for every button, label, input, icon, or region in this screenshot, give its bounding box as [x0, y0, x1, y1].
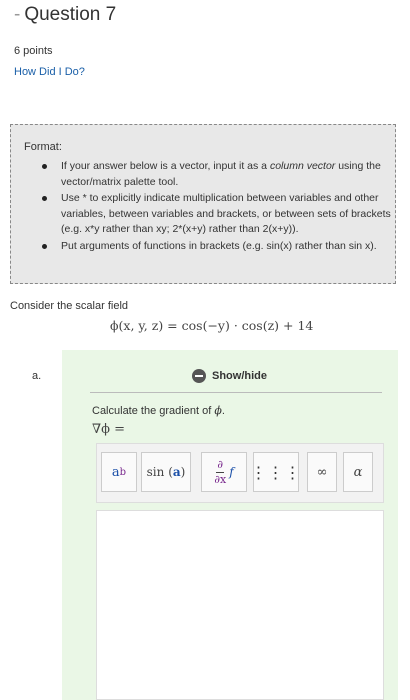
format-item — [33, 239, 391, 255]
question-header — [14, 4, 116, 26]
format-title: Format: — [24, 141, 62, 153]
bullet-icon — [42, 164, 47, 169]
format-item-text: using the vector/matrix palette tool. — [61, 160, 381, 188]
power-base: a — [111, 464, 120, 480]
derivative-function: f — [229, 465, 234, 479]
sin-label: sin — [146, 465, 165, 479]
points-label: 6 points — [14, 45, 53, 57]
how-did-i-do-link[interactable]: How Did I Do? — [14, 66, 85, 78]
infinity-icon: ∞ — [316, 464, 328, 480]
show-hide-label[interactable]: Show/hide — [212, 370, 267, 382]
sin-close: ) — [180, 465, 186, 479]
problem-intro: Consider the scalar field — [10, 300, 129, 312]
derivative-fraction — [214, 458, 226, 487]
scalar-field-formula: ϕ(x, y, z) = cos(−y) · cos(z) + 14 — [110, 318, 314, 333]
matrix-icon: ⋮⋮⋮ — [250, 462, 302, 482]
alpha-icon: α — [353, 464, 363, 480]
format-instructions-box — [10, 124, 396, 284]
format-item — [33, 191, 391, 238]
derivative-denominator: ∂x — [214, 472, 227, 486]
minus-circle-icon[interactable] — [192, 369, 206, 383]
greek-letters-button[interactable] — [343, 452, 373, 492]
sin-open: ( — [168, 465, 173, 479]
format-item-text: Put arguments of functions in brackets (e.g. sin(x) rather than sin x). — [61, 239, 377, 252]
show-hide-toggle[interactable] — [192, 369, 267, 383]
prompt-symbol: ϕ — [214, 404, 222, 417]
derivative-numerator: ∂ — [217, 457, 224, 471]
math-palette-toolbar — [96, 443, 384, 503]
format-item-emphasis: column vector — [269, 160, 336, 172]
divider — [90, 392, 382, 393]
matrix-palette-button[interactable] — [250, 452, 302, 492]
answer-input-area[interactable] — [96, 510, 384, 700]
part-a-label: a. — [32, 370, 42, 382]
power-exponent: b — [119, 466, 127, 478]
format-item-text: Use * to explicitly indicate multiplication between variables and other variables, between variables and brackets, or between sets of brackets (e.g. x*y rather than xy; 2*(x+y) rather than 2(x+y)). — [61, 192, 391, 235]
infinity-button[interactable] — [307, 452, 337, 492]
format-list — [33, 159, 391, 255]
bullet-icon — [42, 196, 47, 201]
part-a-panel — [62, 350, 398, 700]
answer-prefix: ∇ϕ = — [92, 422, 125, 437]
part-a-prompt — [92, 404, 225, 417]
prompt-text: Calculate the gradient of — [92, 405, 215, 417]
prompt-period: . — [221, 405, 225, 417]
collapse-dash-icon[interactable]: - — [14, 4, 21, 25]
format-item — [33, 159, 391, 190]
question-title: Question 7 — [24, 4, 117, 25]
bullet-icon — [42, 244, 47, 249]
partial-derivative-button[interactable] — [201, 452, 247, 492]
sin-arg: a — [172, 465, 181, 479]
sin-function-button[interactable] — [141, 452, 191, 492]
format-item-text: If your answer below is a vector, input it as a — [61, 160, 270, 172]
power-button[interactable] — [101, 452, 137, 492]
